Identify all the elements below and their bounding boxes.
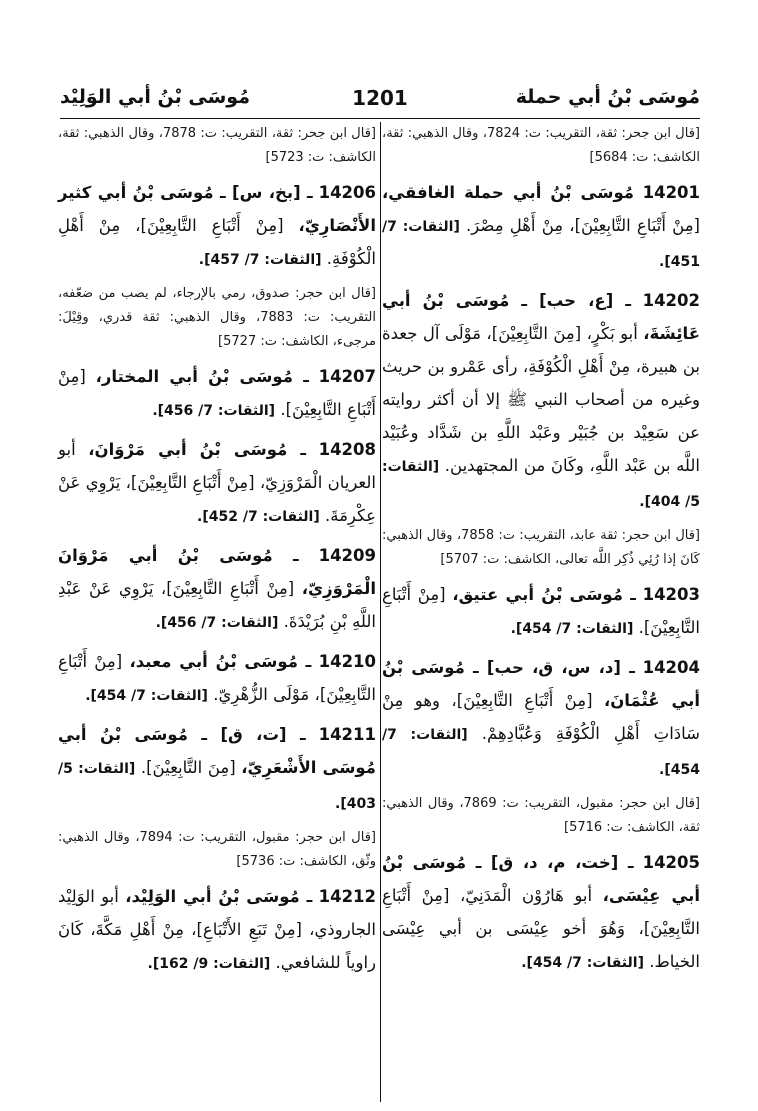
thiqat-reference: [الثقات: 7/ 454]. bbox=[510, 621, 634, 637]
biography-entry bbox=[382, 176, 700, 279]
entry-name: ـ [ت، ق] ـ مُوسَى بْنُ أبي مُوسَى الأَشْعَرِيّ، bbox=[58, 725, 376, 777]
biography-entry bbox=[382, 651, 700, 787]
entry-name: ـ مُوسَى بْنُ أبي مَرْوَانَ، bbox=[88, 440, 307, 459]
footnote: [قال ابن جحر: ثقة، التقريب: ت: 7824، وقال الذهبي: ثقة، الكاشف: ت: 5684] bbox=[382, 126, 700, 165]
entry-name: ـ مُوسَى بْنُ أبي مَرْوَانَ الْمَرْوَزِيّ، bbox=[58, 546, 377, 598]
entry-body: [مِنْ أَتْبَاعِ التَّابِعِيْنَ]، مَوْلَى الزُّهْرِيّ. bbox=[58, 652, 376, 704]
entry-body: أبو بَكْرٍ، [مِنَ التَّابِعِيْنَ]، مَوْلَى آل جعدة بن هبيرة، مِنْ أَهْلِ الْكُوْفَةِ، رأى عَمْرو بن حريث وغيره من أصحاب النبي ﷺ إلا أن أكثر روايته عن سَعِيْد بن جُبَيْر وعَبْد اللَّهِ بن شَدَّاد وعُبَيْد اللَّه بن عَبْد اللَّهِ، وكَانَ من المجتهدين. bbox=[382, 324, 700, 475]
entry-body: أبو هَارُوْن الْمَدَنِيّ، [مِنْ أَتْبَاعِ التَّابِعِيْنَ]، وَهُوَ أخو عِيْسَى بن أبي عِيْسَى الخياط. bbox=[382, 886, 700, 971]
biography-entry bbox=[382, 284, 700, 519]
biography-entry bbox=[58, 433, 376, 534]
entry-name: ـ مُوسَى بْنُ أبي معبد، bbox=[129, 652, 312, 671]
thiqat-reference: [الثقات: 7/ 456]. bbox=[152, 403, 276, 419]
biography-entry bbox=[382, 578, 700, 646]
entry-name: مُوسَى بْنُ أبي حملة الغافقي، bbox=[382, 183, 635, 202]
thiqat-reference: [الثقات: 7/ 454]. bbox=[382, 727, 700, 778]
footnote: [قال ابن حجر: صدوق، رمي بالإرجاء، لم يصب من ضعّفه، التقريب: ت: 7883، وقال الذهبي: ثقة قدري، وقِيْلَ: مرجىء، الكاشف: ت: 5727] bbox=[58, 286, 377, 349]
entry-number: 14206 bbox=[318, 183, 376, 202]
entry-number: 14209 bbox=[318, 546, 376, 565]
entry-name: ـ [د، س، ق، حب] ـ مُوسَى بْنُ أبي عُثْمَانَ، bbox=[382, 658, 700, 710]
thiqat-reference: [الثقات: 5/ 403]. bbox=[58, 761, 376, 812]
entry-number: 14201 bbox=[642, 183, 701, 202]
footnote: [قال ابن حجر: مقبول، التقريب: ت: 7869، وقال الذهبي: ثقة، الكاشف: ت: 5716] bbox=[382, 796, 700, 835]
thiqat-reference: [الثقات: 7/ 457]. bbox=[198, 252, 322, 268]
right-column bbox=[382, 122, 700, 1101]
entry-body: أبو العريان الْمَرْوَزِيّ، [مِنْ أَتْبَاعِ التَّابِعِيْنَ]، يَرْوِي عَنْ عِكْرِمَةَ. bbox=[58, 440, 376, 525]
entry-number: 14212 bbox=[318, 887, 377, 906]
entry-number: 14202 bbox=[642, 291, 700, 310]
entry-number: 14210 bbox=[318, 652, 377, 671]
entry-name: ـ مُوسَى بْنُ أبي المختار، bbox=[95, 367, 309, 386]
thiqat-reference: [الثقات: 5/ 404]. bbox=[382, 459, 700, 510]
running-title-left: مُوسَى بْنُ أبي الوَلِيْد bbox=[60, 86, 250, 108]
footnote: [قال ابن حجر: ثقة عابد، التقريب: ت: 7858، وقال الذهبي: كَانَ إذا رُئِي ذُكِر اللَّه تعالى، الكاشف: ت: 5707] bbox=[382, 528, 701, 567]
entry-body: [مِنْ أَتْبَاعِ التَّابِعِيْنَ]. bbox=[382, 585, 700, 637]
biography-entry bbox=[58, 176, 376, 277]
entry-body: أبو الوَلِيْد الجاروذي، [مِنْ تَبَعِ الأَتْبَاعِ]، مِنْ أَهْلِ مَكَّةَ، كَانَ راوياً للشافعي. bbox=[58, 887, 376, 972]
biography-entry bbox=[382, 846, 700, 980]
footnote: [قال ابن حجر: مقبول، التقريب: ت: 7894، وقال الذهبي: وثّق، الكاشف: ت: 5736] bbox=[58, 830, 376, 869]
thiqat-reference: [الثقات: 7/ 454]. bbox=[521, 955, 644, 971]
entry-name: ـ مُوسَى بْنُ أبي عتيق، bbox=[452, 585, 636, 604]
thiqat-reference: [الثقات: 9/ 162]. bbox=[147, 956, 271, 972]
page-header bbox=[60, 84, 700, 119]
entry-number: 14203 bbox=[642, 585, 700, 604]
biography-entry bbox=[58, 718, 376, 821]
entry-name: ـ [ع، حب] ـ مُوسَى بْنُ أبي عَائِشَةَ، bbox=[382, 291, 700, 343]
biography-entry bbox=[58, 360, 376, 428]
entry-body: [مِنْ أَتْبَاعِ التَّابِعِيْنَ]، يَرْوِي عَنْ عَبْدِ اللَّهِ بْنِ بُرَيْدَةَ. bbox=[58, 579, 376, 631]
entry-body: [مِنْ أَتْبَاعِ التَّابِعِيْنَ]. bbox=[58, 367, 376, 419]
page-number: 1201 bbox=[352, 86, 408, 110]
entry-name: ـ [بخ، س] ـ مُوسَى بْنُ أبي كثير الأَنْصَارِيّ، bbox=[58, 183, 376, 235]
entry-number: 14207 bbox=[318, 367, 377, 386]
entry-number: 14208 bbox=[318, 440, 376, 459]
entry-body: [مِنْ أَتْبَاعِ التَّابِعِيْنَ]، مِنْ أَهْلِ مِصْرَ. bbox=[466, 216, 700, 235]
biography-entry bbox=[58, 880, 376, 981]
entry-name: ـ مُوسَى بْنُ أبي الوَلِيْد، bbox=[125, 887, 313, 906]
biography-entry bbox=[58, 539, 376, 640]
entry-name: ـ [خت، م، د، ق] ـ مُوسَى بْنُ أبي عِيْسَى، bbox=[382, 853, 700, 905]
column-divider bbox=[380, 122, 381, 1102]
running-title-right: مُوسَى بْنُ أبي حملة bbox=[515, 86, 700, 108]
thiqat-reference: [الثقات: 7/ 451]. bbox=[382, 219, 700, 270]
entry-number: 14205 bbox=[642, 853, 700, 872]
entry-body: [مِنْ أَتْبَاعِ التَّابِعِيْنَ]، مِنْ أَهْلِ الْكُوْفَةِ. bbox=[58, 216, 376, 268]
footnote: [قال ابن جحر: ثقة، التقريب: ت: 7878، وقال الذهبي: ثقة، الكاشف: ت: 5723] bbox=[58, 126, 376, 165]
left-column bbox=[58, 122, 376, 1101]
biography-entry bbox=[58, 645, 376, 713]
thiqat-reference: [الثقات: 7/ 456]. bbox=[155, 615, 279, 631]
entry-number: 14204 bbox=[642, 658, 700, 677]
entry-body: [مِنْ أَتْبَاعِ التَّابِعِيْنَ]، وهو مِنْ سَادَاتِ أَهْلِ الْكُوْفَةِ وَعُبَّادِهِمْ. bbox=[382, 691, 700, 743]
entry-body: [مِنَ التَّابِعِيْنَ]. bbox=[140, 758, 236, 777]
thiqat-reference: [الثقات: 7/ 452]. bbox=[197, 509, 320, 525]
entry-number: 14211 bbox=[318, 725, 376, 744]
thiqat-reference: [الثقات: 7/ 454]. bbox=[85, 688, 208, 704]
